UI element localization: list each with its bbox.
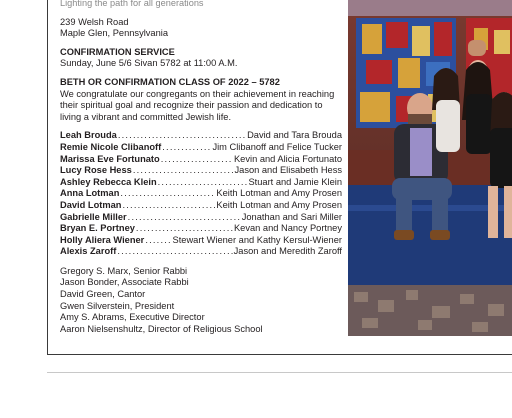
- student-row: [60, 235, 342, 247]
- leader-dots: [122, 200, 215, 212]
- student-name: Leah Brouda: [60, 130, 117, 141]
- student-name: Ashley Rebecca Klein: [60, 176, 157, 187]
- student-parents: Jim Clibanoff and Felice Tucker: [212, 141, 342, 152]
- leader-dots: [162, 142, 211, 154]
- student-name: David Lotman: [60, 199, 122, 210]
- student-name: Holly Aliera Wiener: [60, 234, 145, 245]
- staff-line: Aaron Nielsenshultz, Director of Religious School: [60, 323, 263, 334]
- service-heading: CONFIRMATION SERVICE: [60, 46, 175, 57]
- staff-line: Jason Bonder, Associate Rabbi: [60, 277, 189, 288]
- class-intro: We congratulate our congregants on their achievement in reaching their spiritual goal and recognize their passion and dedication to living a vibrant and committed Jewish life.: [60, 88, 335, 122]
- student-parents: Stuart and Jamie Klein: [248, 176, 342, 187]
- text-column: [60, 0, 342, 335]
- student-name: Anna Lotman: [60, 188, 120, 199]
- student-name: Marissa Eve Fortunato: [60, 153, 160, 164]
- service-date: Sunday, June 5/6 Sivan 5782 at 11:00 A.M.: [60, 58, 238, 69]
- leader-dots: [136, 223, 233, 235]
- student-row: [60, 177, 342, 189]
- staff-list: [60, 266, 342, 336]
- student-name: Alexis Zaroff: [60, 246, 117, 257]
- class-photo-image: [348, 0, 512, 336]
- student-row: [60, 188, 342, 200]
- student-parents: Jason and Meredith Zaroff: [233, 246, 342, 257]
- student-name: Gabrielle Miller: [60, 211, 127, 222]
- leader-dots: [145, 235, 171, 247]
- address: [60, 17, 342, 40]
- student-parents: Keith Lotman and Amy Prosen: [216, 199, 342, 210]
- staff-line: Gregory S. Marx, Senior Rabbi: [60, 265, 188, 276]
- leader-dots: [120, 188, 215, 200]
- class-photo: [348, 0, 512, 336]
- student-row: [60, 130, 342, 142]
- leader-dots: [158, 177, 248, 189]
- student-name: Remie Nicole Clibanoff: [60, 141, 162, 152]
- student-parents: Jason and Elisabeth Hess: [234, 165, 342, 176]
- tagline: Lighting the path for all generations: [60, 0, 204, 8]
- address-line: Maple Glen, Pennsylvania: [60, 28, 169, 39]
- student-list: [60, 130, 342, 258]
- page-divider: [47, 372, 512, 373]
- student-name: Lucy Rose Hess: [60, 165, 132, 176]
- student-row: [60, 142, 342, 154]
- leader-dots: [128, 212, 241, 224]
- student-row: [60, 223, 342, 235]
- student-row: [60, 165, 342, 177]
- leader-dots: [117, 246, 232, 258]
- student-name: Bryan E. Portney: [60, 223, 135, 234]
- student-row: [60, 200, 342, 212]
- student-parents: Keith Lotman and Amy Prosen: [216, 188, 342, 199]
- staff-line: Gwen Silverstein, President: [60, 300, 175, 311]
- student-parents: Kevan and Nancy Portney: [233, 223, 342, 234]
- service-block: [60, 47, 342, 70]
- class-heading: BETH OR CONFIRMATION CLASS OF 2022 – 5782: [60, 76, 280, 87]
- student-row: [60, 154, 342, 166]
- student-parents: David and Tara Brouda: [247, 130, 342, 141]
- leader-dots: [161, 154, 233, 166]
- staff-line: David Green, Cantor: [60, 289, 146, 300]
- student-parents: Jonathan and Sari Miller: [241, 211, 342, 222]
- leader-dots: [118, 130, 246, 142]
- staff-line: Amy S. Abrams, Executive Director: [60, 312, 205, 323]
- student-row: [60, 212, 342, 224]
- address-line: 239 Welsh Road: [60, 16, 129, 27]
- student-parents: Kevin and Alicia Fortunato: [233, 153, 342, 164]
- student-parents: Stewart Wiener and Kathy Kersul-Wiener: [172, 234, 342, 245]
- leader-dots: [133, 165, 234, 177]
- student-row: [60, 246, 342, 258]
- class-block: [60, 77, 342, 123]
